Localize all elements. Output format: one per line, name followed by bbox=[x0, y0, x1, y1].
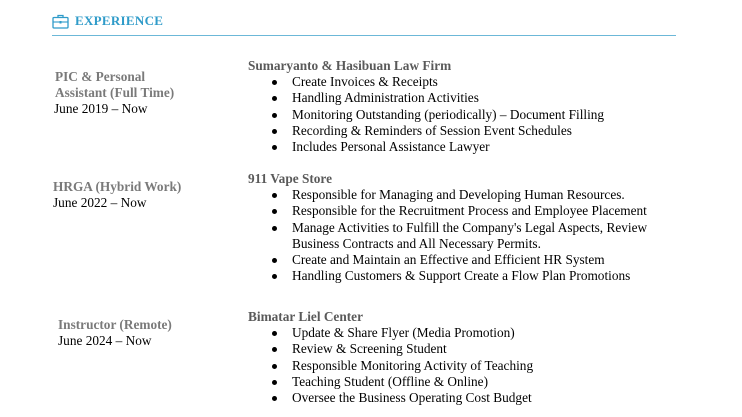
job-meta bbox=[58, 317, 248, 349]
job-bullets bbox=[248, 325, 668, 406]
job-meta bbox=[53, 179, 243, 211]
list-item: Monitoring Outstanding (periodically) – Document Filling bbox=[248, 107, 668, 123]
bullet-dot-icon bbox=[272, 129, 277, 134]
list-item: Responsible for the Recruitment Process and Employee Placement bbox=[248, 203, 668, 219]
bullet-dot-icon bbox=[272, 96, 277, 101]
bullet-dot-icon bbox=[272, 145, 277, 150]
job-bullets bbox=[248, 74, 668, 155]
bullet-dot-icon bbox=[272, 274, 277, 279]
bullet-dot-icon bbox=[272, 209, 277, 214]
bullet-dot-icon bbox=[272, 258, 277, 263]
list-item: Handling Administration Activities bbox=[248, 90, 668, 106]
job-role: Instructor (Remote) bbox=[58, 317, 172, 332]
bullet-dot-icon bbox=[272, 226, 277, 231]
bullet-dot-icon bbox=[272, 396, 277, 401]
list-item: Teaching Student (Offline & Online) bbox=[248, 374, 668, 390]
bullet-dot-icon bbox=[272, 380, 277, 385]
bullet-dot-icon bbox=[272, 364, 277, 369]
job-dates: June 2022 – Now bbox=[53, 195, 147, 210]
job-company: Sumaryanto & Hasibuan Law Firm bbox=[248, 58, 452, 73]
bullet-dot-icon bbox=[272, 193, 277, 198]
briefcase-icon bbox=[52, 14, 69, 29]
list-item: Handling Customers & Support Create a Flow Plan Promotions bbox=[248, 268, 668, 284]
list-item: Recording & Reminders of Session Event Schedules bbox=[248, 123, 668, 139]
job-dates: June 2024 – Now bbox=[58, 333, 152, 348]
job-meta bbox=[54, 69, 194, 117]
bullet-dot-icon bbox=[272, 331, 277, 336]
list-item: Oversee the Business Operating Cost Budget bbox=[248, 390, 668, 406]
list-item: Create Invoices & Receipts bbox=[248, 74, 668, 90]
section-divider bbox=[52, 35, 676, 36]
section-header bbox=[52, 9, 163, 33]
job-role: HRGA (Hybrid Work) bbox=[53, 179, 182, 194]
list-item: Includes Personal Assistance Lawyer bbox=[248, 139, 668, 155]
bullet-dot-icon bbox=[272, 347, 277, 352]
list-item: Responsible Monitoring Activity of Teaching bbox=[248, 358, 668, 374]
bullet-dot-icon bbox=[272, 113, 277, 118]
list-item: Review & Screening Student bbox=[248, 341, 668, 357]
job-company: Bimatar Liel Center bbox=[248, 309, 363, 324]
job-company: 911 Vape Store bbox=[248, 171, 332, 186]
list-item: Create and Maintain an Effective and Efficient HR System bbox=[248, 252, 668, 268]
list-item: Update & Share Flyer (Media Promotion) bbox=[248, 325, 668, 341]
list-item: Manage Activities to Fulfill the Company's Legal Aspects, Review Business Contracts and All Necessary Permits. bbox=[248, 220, 668, 253]
list-item: Responsible for Managing and Developing Human Resources. bbox=[248, 187, 668, 203]
job-dates: June 2019 – Now bbox=[54, 101, 148, 116]
section-title: EXPERIENCE bbox=[75, 13, 164, 28]
bullet-dot-icon bbox=[272, 80, 277, 85]
job-bullets bbox=[248, 187, 668, 285]
job-role: PIC & Personal Assistant (Full Time) bbox=[55, 69, 175, 100]
